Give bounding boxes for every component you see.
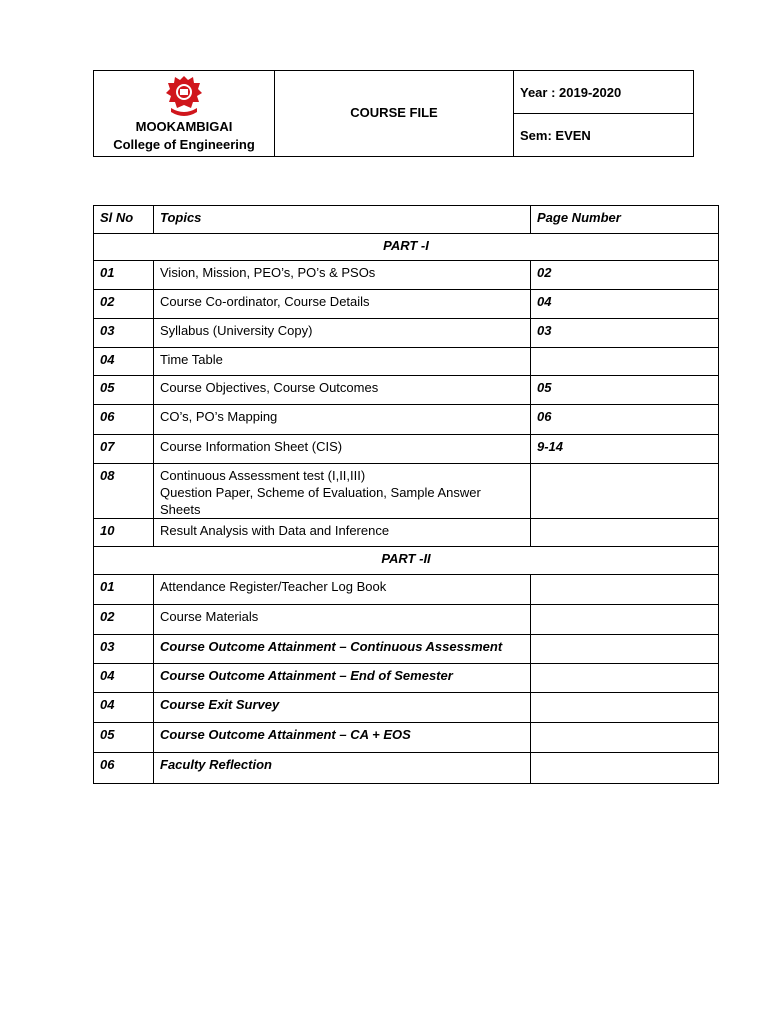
row-sl: 06	[94, 405, 154, 435]
course-file-header	[93, 70, 694, 157]
row-topic: Course Materials	[154, 605, 531, 635]
row-topic: Result Analysis with Data and Inference	[154, 519, 531, 547]
row-topic: Course Exit Survey	[154, 693, 531, 723]
row-topic-line1: Continuous Assessment test (I,II,III)	[160, 468, 366, 483]
table-row	[94, 664, 719, 693]
part-1-row	[94, 234, 719, 261]
college-cell	[94, 71, 275, 157]
header-topics: Topics	[154, 206, 531, 234]
row-page	[531, 464, 719, 519]
row-page: 9-14	[531, 435, 719, 464]
table-row	[94, 464, 719, 519]
row-sl: 04	[94, 348, 154, 376]
document-title: COURSE FILE	[350, 105, 438, 120]
table-row	[94, 405, 719, 435]
row-page: 05	[531, 376, 719, 405]
row-topic: Attendance Register/Teacher Log Book	[154, 575, 531, 605]
row-sl: 03	[94, 635, 154, 664]
semester-cell: Sem: EVEN	[514, 114, 694, 157]
row-sl: 05	[94, 376, 154, 405]
table-row	[94, 261, 719, 290]
row-page	[531, 348, 719, 376]
row-page: 02	[531, 261, 719, 290]
row-page	[531, 723, 719, 753]
row-sl: 07	[94, 435, 154, 464]
table-row	[94, 605, 719, 635]
row-topic: CO’s, PO’s Mapping	[154, 405, 531, 435]
row-sl: 10	[94, 519, 154, 547]
row-topic: Time Table	[154, 348, 531, 376]
row-sl: 01	[94, 261, 154, 290]
row-topic: Course Outcome Attainment – Continuous Assessment	[154, 635, 531, 664]
topics-table	[93, 205, 719, 784]
row-topic-line2: Question Paper, Scheme of Evaluation, Sample Answer Sheets	[160, 485, 481, 517]
table-row	[94, 435, 719, 464]
table-row	[94, 348, 719, 376]
year-cell: Year : 2019-2020	[514, 71, 694, 114]
header-page-number: Page Number	[531, 206, 719, 234]
college-emblem-icon	[165, 74, 203, 118]
row-page	[531, 664, 719, 693]
table-row	[94, 376, 719, 405]
row-page: 03	[531, 319, 719, 348]
row-topic: Course Outcome Attainment – CA + EOS	[154, 723, 531, 753]
table-row	[94, 290, 719, 319]
table-row	[94, 575, 719, 605]
college-name-line1: MOOKAMBIGAI	[135, 118, 233, 134]
row-page	[531, 605, 719, 635]
row-sl: 08	[94, 464, 154, 519]
row-sl: 04	[94, 693, 154, 723]
row-page	[531, 635, 719, 664]
row-sl: 02	[94, 290, 154, 319]
header-sl-no: Sl No	[94, 206, 154, 234]
part-2-row	[94, 547, 719, 575]
row-sl: 02	[94, 605, 154, 635]
row-topic: Course Information Sheet (CIS)	[154, 435, 531, 464]
table-header-row	[94, 206, 719, 234]
title-cell	[275, 71, 514, 157]
row-page: 06	[531, 405, 719, 435]
row-sl: 04	[94, 664, 154, 693]
row-topic	[154, 464, 531, 519]
row-topic: Course Outcome Attainment – End of Semester	[154, 664, 531, 693]
table-row	[94, 723, 719, 753]
row-sl: 03	[94, 319, 154, 348]
table-row	[94, 635, 719, 664]
row-page	[531, 753, 719, 784]
row-page	[531, 575, 719, 605]
table-row	[94, 753, 719, 784]
row-topic: Course Co-ordinator, Course Details	[154, 290, 531, 319]
row-topic: Syllabus (University Copy)	[154, 319, 531, 348]
part-1-label: PART -I	[94, 234, 719, 261]
row-topic: Vision, Mission, PEO’s, PO’s & PSOs	[154, 261, 531, 290]
row-page	[531, 693, 719, 723]
college-name-line2: College of Engineering	[113, 136, 255, 152]
table-row	[94, 319, 719, 348]
row-topic: Faculty Reflection	[154, 753, 531, 784]
row-topic: Course Objectives, Course Outcomes	[154, 376, 531, 405]
row-sl: 05	[94, 723, 154, 753]
row-page	[531, 519, 719, 547]
table-row	[94, 519, 719, 547]
part-2-label: PART -II	[94, 547, 719, 575]
row-sl: 01	[94, 575, 154, 605]
row-sl: 06	[94, 753, 154, 784]
row-page: 04	[531, 290, 719, 319]
table-row	[94, 693, 719, 723]
